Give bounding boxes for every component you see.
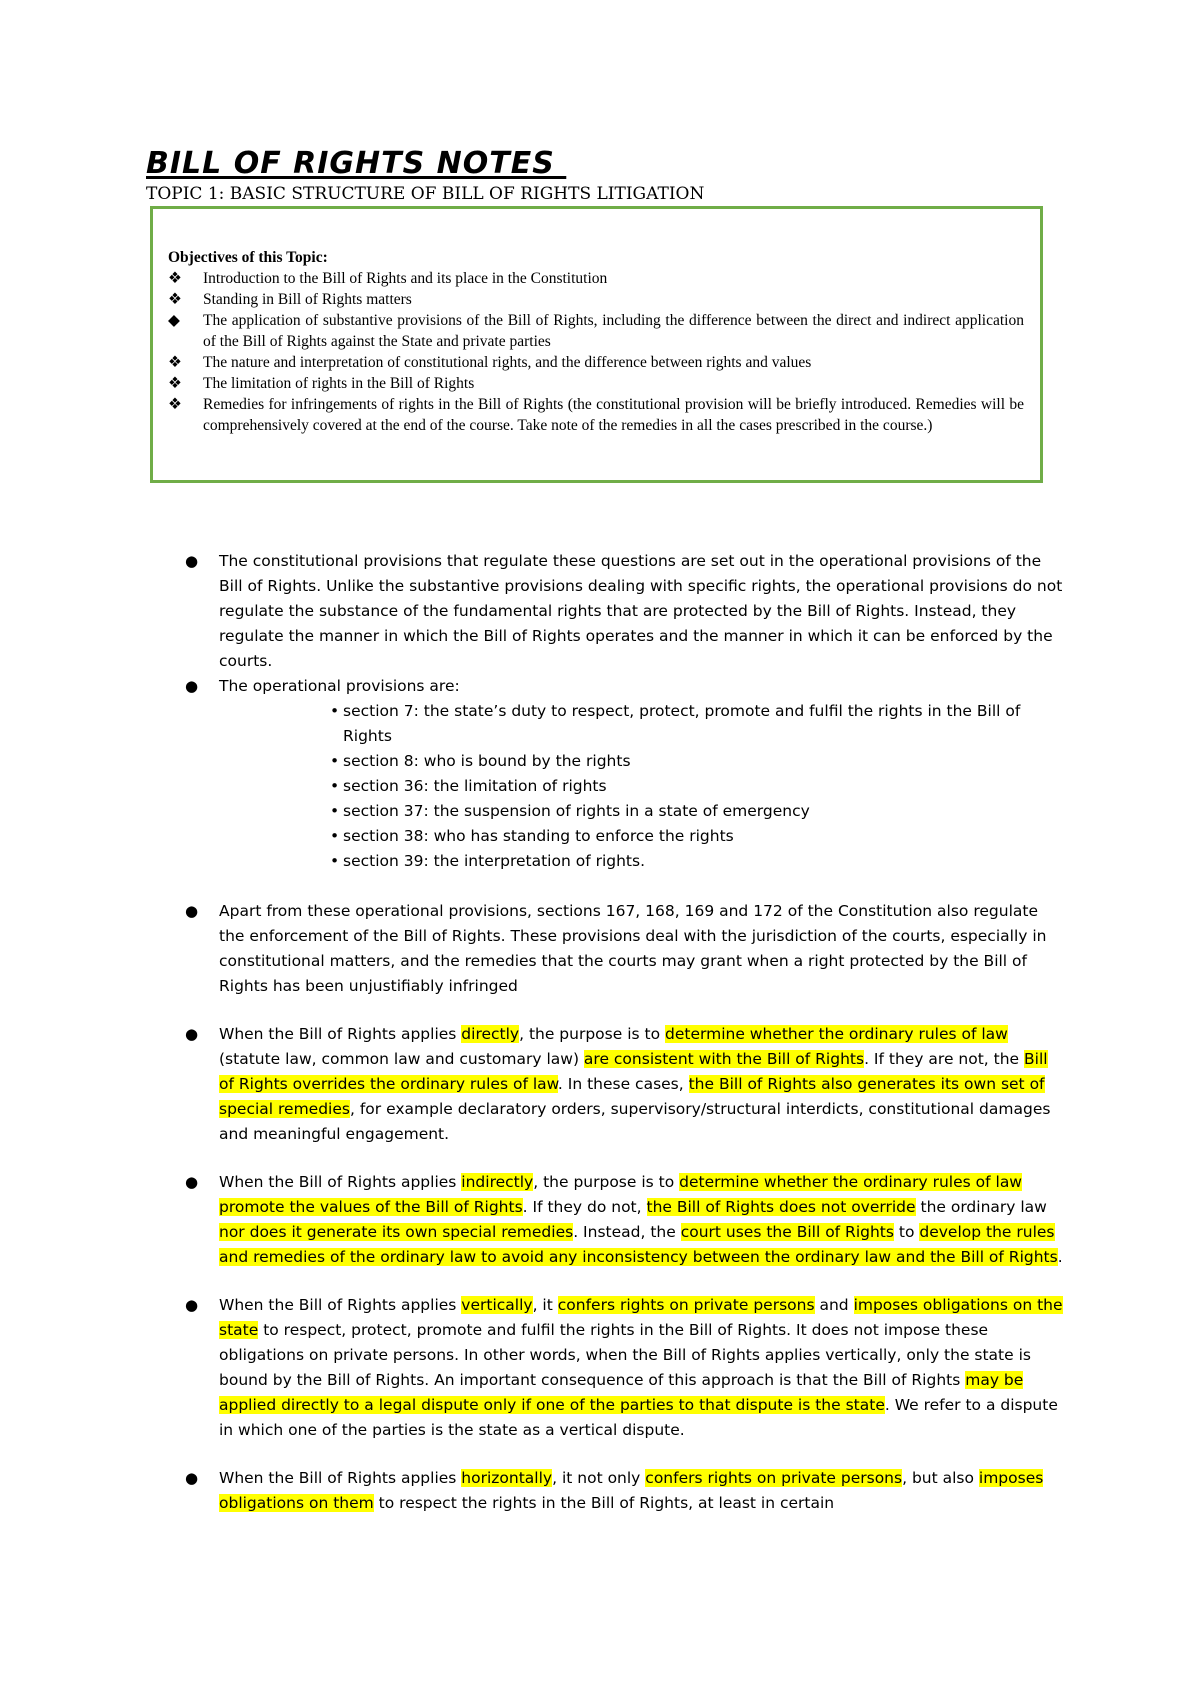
text-segment: (statute law, common law and customary law) bbox=[219, 1050, 584, 1068]
highlighted-text: Bill of Rights overrides the ordinary rules of law bbox=[219, 1050, 1048, 1093]
objectives-list bbox=[168, 268, 1024, 436]
text-segment: When the Bill of Rights applies bbox=[219, 1173, 462, 1191]
objective-text: The limitation of rights in the Bill of Rights bbox=[203, 375, 475, 392]
note-item bbox=[185, 1022, 1065, 1147]
objective-item bbox=[168, 268, 1024, 289]
note-text bbox=[219, 552, 1062, 670]
text-segment: , but also bbox=[902, 1469, 979, 1487]
bullet-dot-icon: ● bbox=[185, 1469, 199, 1487]
text-segment: . We refer to a dispute in which one of the parties is the state as a vertical dispute. bbox=[219, 1396, 1058, 1439]
objective-item bbox=[168, 289, 1024, 310]
bullet-dot-icon: ● bbox=[185, 1296, 199, 1314]
diamond-bullet-icon: ❖ bbox=[168, 354, 182, 371]
sub-bullet-icon: • bbox=[330, 777, 340, 795]
objective-item bbox=[168, 352, 1024, 373]
text-segment: , the purpose is to bbox=[533, 1173, 680, 1191]
highlighted-text: determine whether the ordinary rules of law promote the values of the Bill of Rights bbox=[219, 1173, 1022, 1216]
text-segment: The operational provisions are: bbox=[219, 677, 460, 695]
highlighted-text: nor does it generate its own special remedies bbox=[219, 1223, 574, 1241]
note-text bbox=[219, 1173, 1063, 1266]
note-text bbox=[219, 902, 1046, 995]
note-item bbox=[185, 899, 1065, 999]
note-text bbox=[219, 1469, 1043, 1512]
highlighted-text: imposes obligations on them bbox=[219, 1469, 1044, 1512]
bullet-dot-icon: ● bbox=[185, 902, 199, 920]
text-segment: the ordinary law bbox=[915, 1198, 1047, 1216]
provision-text: section 7: the state’s duty to respect, protect, promote and fulfil the rights in the Bill of Rights bbox=[343, 702, 1021, 745]
diamond-bullet-icon: ◆ bbox=[168, 312, 180, 329]
provision-text: section 37: the suspension of rights in a state of emergency bbox=[343, 802, 810, 820]
highlighted-text: horizontally bbox=[461, 1469, 553, 1487]
text-segment: When the Bill of Rights applies bbox=[219, 1025, 462, 1043]
objective-text: Standing in Bill of Rights matters bbox=[203, 291, 412, 308]
highlighted-text: the Bill of Rights also generates its own set of special remedies bbox=[219, 1075, 1045, 1118]
provision-item bbox=[330, 824, 1065, 849]
text-segment: When the Bill of Rights applies bbox=[219, 1296, 462, 1314]
sub-bullet-icon: • bbox=[330, 852, 340, 870]
note-text bbox=[219, 1296, 1063, 1439]
bullet-dot-icon: ● bbox=[185, 552, 199, 570]
notes-list bbox=[185, 549, 1065, 1539]
highlighted-text: directly bbox=[461, 1025, 520, 1043]
diamond-bullet-icon: ❖ bbox=[168, 291, 182, 308]
provision-item bbox=[330, 849, 1065, 874]
text-segment: When the Bill of Rights applies bbox=[219, 1469, 462, 1487]
highlighted-text: indirectly bbox=[461, 1173, 534, 1191]
sub-bullet-icon: • bbox=[330, 827, 340, 845]
operational-provisions-list bbox=[219, 699, 1065, 874]
objective-text: The nature and interpretation of constitutional rights, and the difference between rights and values bbox=[203, 354, 812, 371]
highlighted-text: vertically bbox=[461, 1296, 533, 1314]
highlighted-text: may be applied directly to a legal dispute only if one of the parties to that dispute is the state bbox=[219, 1371, 1024, 1414]
provision-text: section 38: who has standing to enforce the rights bbox=[343, 827, 734, 845]
provision-item bbox=[330, 699, 1065, 749]
highlighted-text: develop the rules and remedies of the ordinary law to avoid any inconsistency between the ordinary law and the Bill of Rights bbox=[219, 1223, 1058, 1266]
diamond-bullet-icon: ❖ bbox=[168, 396, 182, 413]
text-segment: to respect the rights in the Bill of Rights, at least in certain bbox=[373, 1494, 835, 1512]
text-segment: . Instead, the bbox=[573, 1223, 681, 1241]
bullet-dot-icon: ● bbox=[185, 677, 199, 695]
highlighted-text: confers rights on private persons bbox=[645, 1469, 903, 1487]
topic-heading: TOPIC 1: BASIC STRUCTURE OF BILL OF RIGHTS LITIGATION bbox=[146, 184, 705, 204]
highlighted-text: imposes obligations on the state bbox=[219, 1296, 1063, 1339]
objective-item bbox=[168, 394, 1024, 436]
provision-item bbox=[330, 799, 1065, 824]
note-item bbox=[185, 674, 1065, 874]
sub-bullet-icon: • bbox=[330, 802, 340, 820]
objectives-heading: Objectives of this Topic: bbox=[168, 249, 328, 266]
highlighted-text: confers rights on private persons bbox=[557, 1296, 815, 1314]
objectives-box bbox=[150, 206, 1043, 483]
note-item bbox=[185, 1466, 1065, 1516]
text-segment: , it bbox=[532, 1296, 558, 1314]
provision-text: section 8: who is bound by the rights bbox=[343, 752, 631, 770]
objective-item bbox=[168, 373, 1024, 394]
provision-text: section 36: the limitation of rights bbox=[343, 777, 607, 795]
diamond-bullet-icon: ❖ bbox=[168, 270, 182, 287]
diamond-bullet-icon: ❖ bbox=[168, 375, 182, 392]
text-segment: , it not only bbox=[552, 1469, 646, 1487]
provision-item bbox=[330, 749, 1065, 774]
sub-bullet-icon: • bbox=[330, 702, 340, 720]
highlighted-text: the Bill of Rights does not override bbox=[646, 1198, 916, 1216]
bullet-dot-icon: ● bbox=[185, 1173, 199, 1191]
text-segment: to respect, protect, promote and fulfil the rights in the Bill of Rights. It does not impose these obligations on private persons. In other words, when the Bill of Rights applies vertically, only the state is bound by the Bill of Rights. An important consequence of this approach is that the Bill of Rights bbox=[219, 1321, 1031, 1389]
highlighted-text: are consistent with the Bill of Rights bbox=[583, 1050, 865, 1068]
provision-item bbox=[330, 774, 1065, 799]
sub-bullet-icon: • bbox=[330, 752, 340, 770]
text-segment: . In these cases, bbox=[557, 1075, 689, 1093]
text-segment: . bbox=[1057, 1248, 1063, 1266]
text-segment: . If they are not, the bbox=[864, 1050, 1025, 1068]
document-title: BILL OF RIGHTS NOTES bbox=[146, 146, 567, 181]
highlighted-text: determine whether the ordinary rules of law bbox=[665, 1025, 1008, 1043]
objective-item bbox=[168, 310, 1024, 352]
objective-text: Introduction to the Bill of Rights and its place in the Constitution bbox=[203, 270, 608, 287]
text-segment: . If they do not, bbox=[522, 1198, 647, 1216]
note-text bbox=[219, 1025, 1050, 1143]
provision-text: section 39: the interpretation of rights. bbox=[343, 852, 645, 870]
bullet-dot-icon: ● bbox=[185, 1025, 199, 1043]
note-item bbox=[185, 1170, 1065, 1270]
objective-text: Remedies for infringements of rights in the Bill of Rights (the constitutional provision will be briefly introduced. Remedies will be comprehensively covered at the end of the course. Take note of the remedies in all the cases prescribed in the course.) bbox=[203, 396, 1024, 434]
text-segment: and bbox=[814, 1296, 854, 1314]
text-segment: to bbox=[893, 1223, 920, 1241]
text-segment: , for example declaratory orders, supervisory/structural interdicts, constitutional damages and meaningful engagement. bbox=[219, 1100, 1051, 1143]
text-segment: The constitutional provisions that regulate these questions are set out in the operational provisions of the Bill of Rights. Unlike the substantive provisions dealing with specific rights, the operational provisions do not regulate the substance of the fundamental rights that are protected by the Bill of Rights. Instead, they regulate the manner in which the Bill of Rights operates and the manner in which it can be enforced by the courts. bbox=[219, 552, 1063, 670]
note-text bbox=[219, 677, 460, 695]
text-segment: , the purpose is to bbox=[519, 1025, 666, 1043]
note-item bbox=[185, 1293, 1065, 1443]
text-segment: Apart from these operational provisions, sections 167, 168, 169 and 172 of the Constitution also regulate the enforcement of the Bill of Rights. These provisions deal with the jurisdiction of the courts, especially in constitutional matters, and the remedies that the courts may grant when a right protected by the Bill of Rights has been unjustifiably infringed bbox=[219, 902, 1047, 995]
note-item bbox=[185, 549, 1065, 674]
objective-text: The application of substantive provisions of the Bill of Rights, including the difference between the direct and indirect application of the Bill of Rights against the State and private parties bbox=[203, 312, 1024, 350]
highlighted-text: court uses the Bill of Rights bbox=[680, 1223, 894, 1241]
